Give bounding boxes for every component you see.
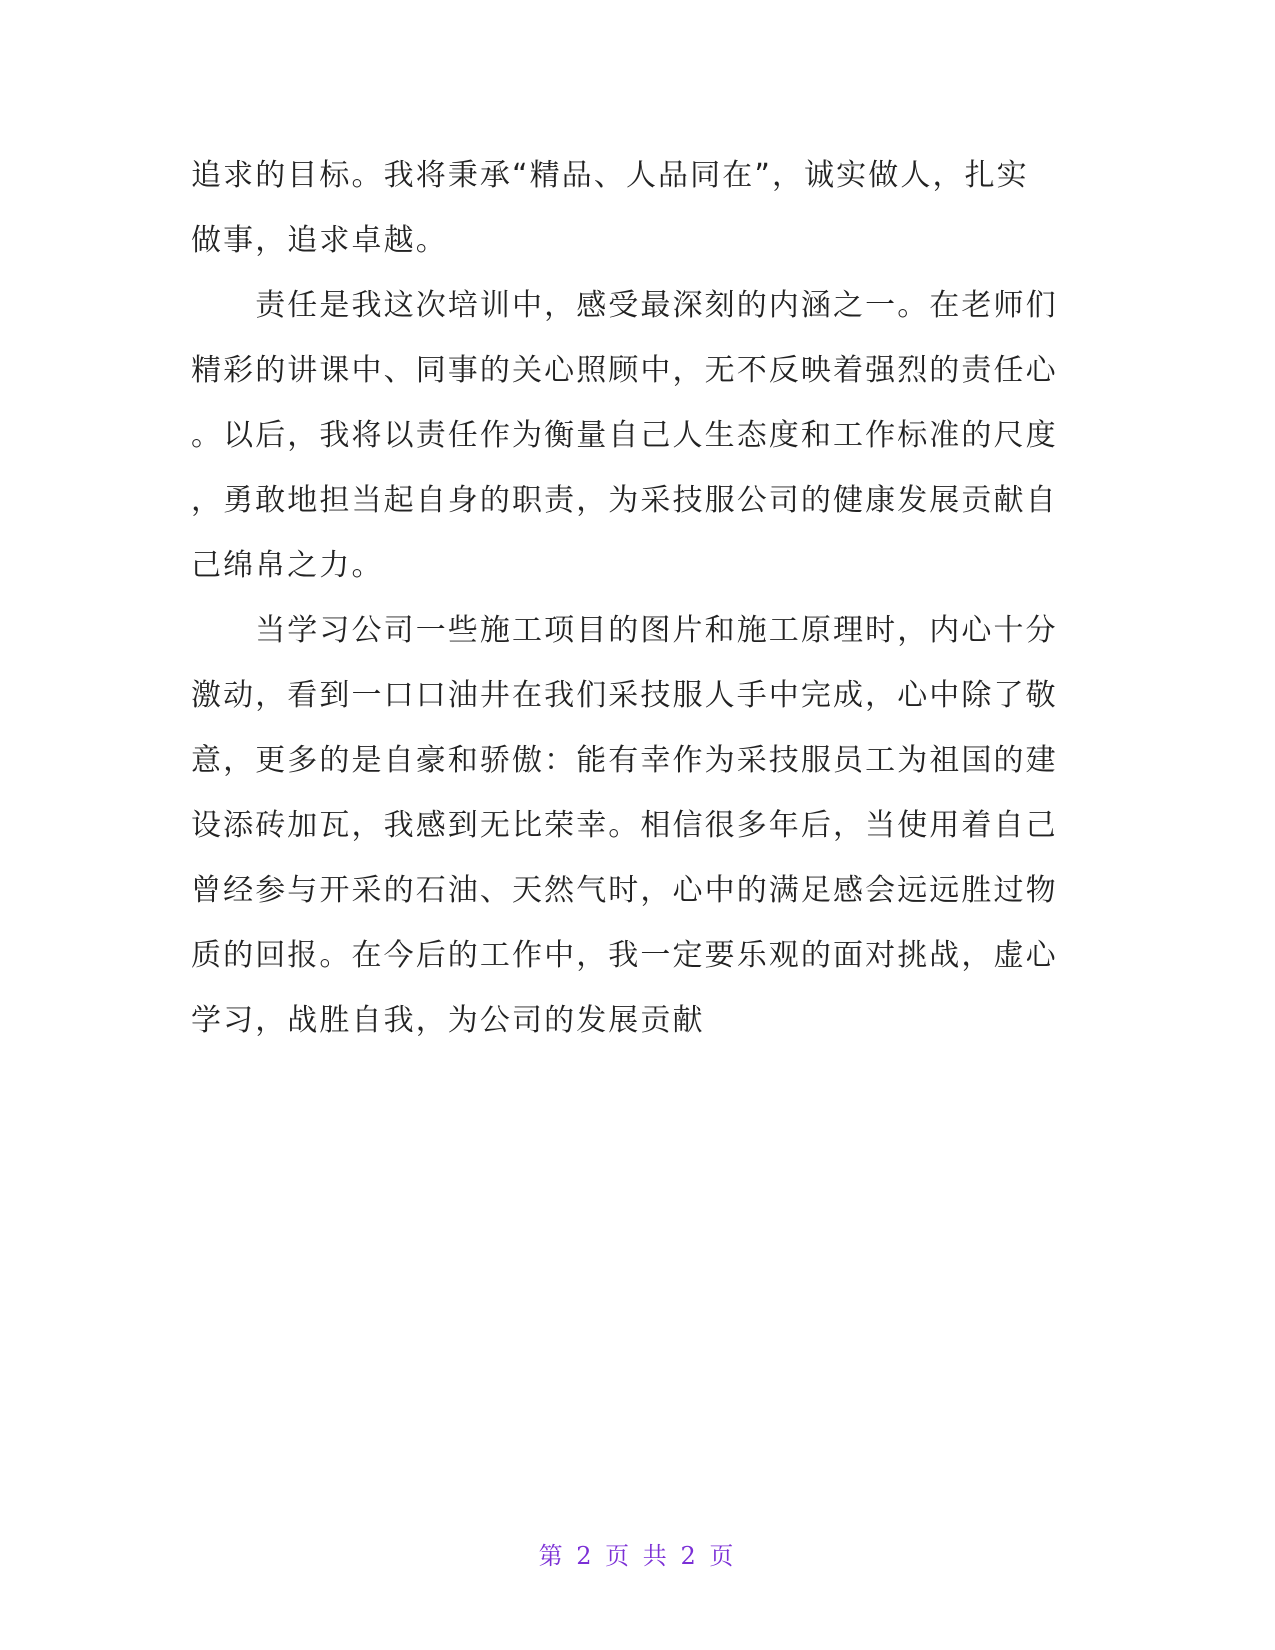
text-line: 学习，战胜自我，为公司的发展贡献 xyxy=(191,1003,705,1038)
text-line: 设添砖加瓦，我感到无比荣幸。相信很多年后，当使用着自己 xyxy=(191,808,1058,843)
text-line: 精彩的讲课中、同事的关心照顾中，无不反映着强烈的责任心 xyxy=(191,353,1058,388)
text-line: ，勇敢地担当起自身的职责，为采技服公司的健康发展贡献自 xyxy=(191,483,1058,518)
text-line: 做事，追求卓越。 xyxy=(191,223,448,258)
text-line: 追求的目标。我将秉承“精品、人品同在”，诚实做人，扎实 xyxy=(191,158,1029,193)
text-line: 意，更多的是自豪和骄傲：能有幸作为采技服员工为祖国的建 xyxy=(191,743,1058,778)
text-line: 质的回报。在今后的工作中，我一定要乐观的面对挑战，虚心 xyxy=(191,938,1058,973)
page-number-footer: 第 2 页 共 2 页 xyxy=(538,1542,737,1570)
text-line: 当学习公司一些施工项目的图片和施工原理时，内心十分 xyxy=(191,613,1058,648)
text-line: 己绵帛之力。 xyxy=(191,548,384,583)
text-line: 曾经参与开采的石油、天然气时，心中的满足感会远远胜过物 xyxy=(191,873,1058,908)
text-line: 。以后，我将以责任作为衡量自己人生态度和工作标准的尺度 xyxy=(191,418,1058,453)
text-line: 责任是我这次培训中，感受最深刻的内涵之一。在老师们 xyxy=(191,288,1058,323)
text-line: 激动，看到一口口油井在我们采技服人手中完成，心中除了敬 xyxy=(191,678,1058,713)
body-text xyxy=(191,143,1091,1053)
